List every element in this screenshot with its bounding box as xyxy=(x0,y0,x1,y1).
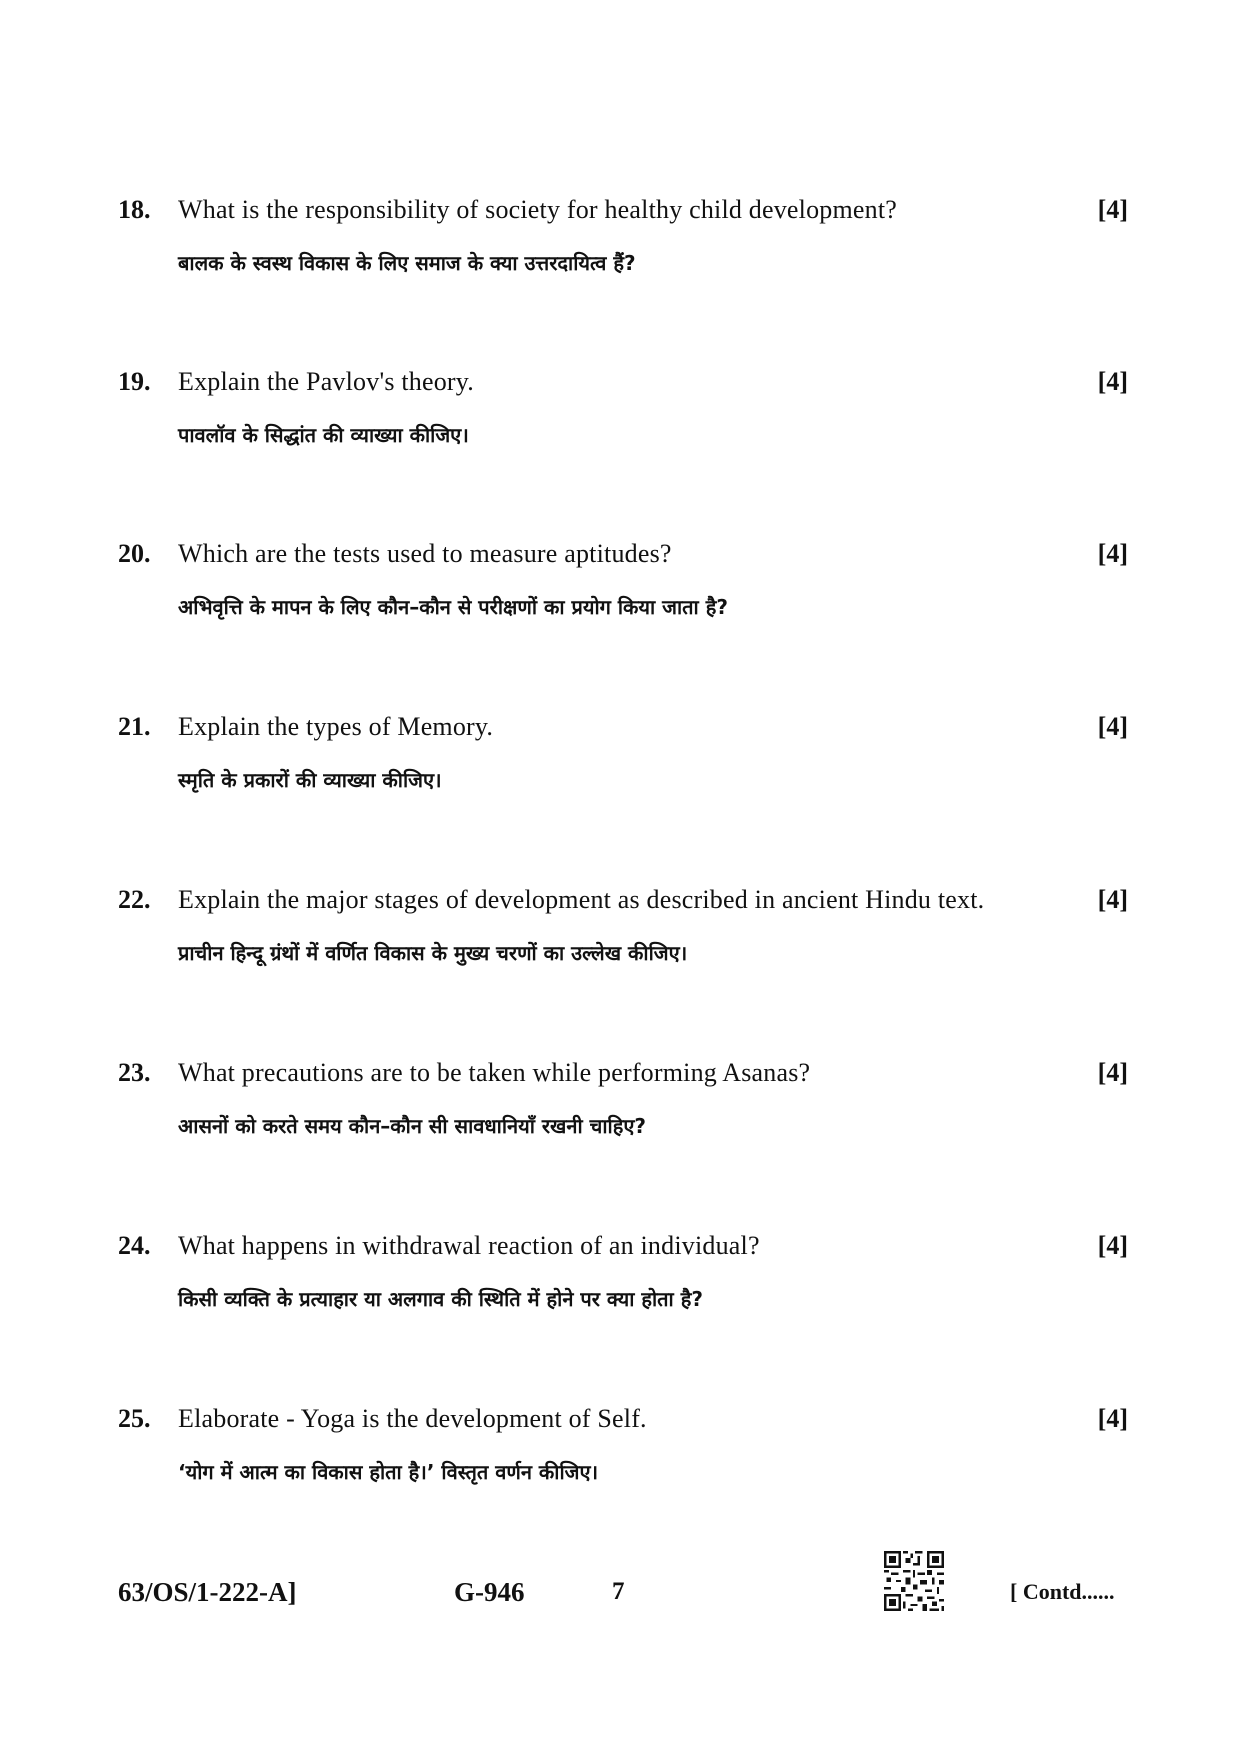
question-text: Which are the tests used to measure aptitudes? xyxy=(178,539,672,568)
question-text: What is the responsibility of society for healthy child development? xyxy=(178,195,898,224)
question-23 xyxy=(118,1055,1128,1138)
question-marks: [4] xyxy=(1097,367,1128,396)
question-number: 22. xyxy=(118,885,151,914)
question-25 xyxy=(118,1401,1128,1484)
continued-label: [ Contd...... xyxy=(1010,1579,1115,1604)
question-text-hindi: प्राचीन हिन्दू ग्रंथों में वर्णित विकास के मुख्य चरणों का उल्लेख कीजिए। xyxy=(178,941,688,965)
question-number: 24. xyxy=(118,1231,151,1260)
question-text-hindi: स्मृति के प्रकारों की व्याख्या कीजिए। xyxy=(178,768,442,792)
question-19 xyxy=(118,364,1128,447)
question-line xyxy=(118,364,1128,400)
question-text: Explain the Pavlov's theory. xyxy=(178,367,474,396)
question-18 xyxy=(118,192,1128,275)
question-line xyxy=(118,1228,1128,1264)
question-text-hindi: पावलॉव के सिद्धांत की व्याख्या कीजिए। xyxy=(178,423,469,447)
paper-code: 63/OS/1-222-A] xyxy=(118,1577,297,1607)
question-text: Explain the major stages of development as described in ancient Hindu text. xyxy=(178,885,985,914)
question-text-hindi: अभिवृत्ति के मापन के लिए कौन–कौन से परीक्षणों का प्रयोग किया जाता है? xyxy=(178,595,728,619)
question-marks: [4] xyxy=(1097,885,1128,914)
question-text: Elaborate - Yoga is the development of Self. xyxy=(178,1404,647,1433)
question-marks: [4] xyxy=(1097,1231,1128,1260)
question-text-hindi: किसी व्यक्ति के प्रत्याहार या अलगाव की स्थिति में होने पर क्या होता है? xyxy=(178,1287,703,1311)
series-code: G-946 xyxy=(454,1577,525,1607)
question-number: 20. xyxy=(118,539,151,568)
question-line xyxy=(118,192,1128,228)
question-number: 19. xyxy=(118,367,151,396)
question-24 xyxy=(118,1228,1128,1311)
question-text-hindi: ‘योग में आत्म का विकास होता है।’ विस्तृत वर्णन कीजिए। xyxy=(178,1460,599,1484)
question-marks: [4] xyxy=(1097,539,1128,568)
question-line xyxy=(118,1055,1128,1091)
page-number: 7 xyxy=(612,1578,625,1605)
question-text: What precautions are to be taken while performing Asanas? xyxy=(178,1058,811,1087)
qr-code-icon xyxy=(884,1551,944,1611)
question-marks: [4] xyxy=(1097,1058,1128,1087)
question-marks: [4] xyxy=(1097,712,1128,741)
question-number: 21. xyxy=(118,712,151,741)
question-text-hindi: बालक के स्वस्थ विकास के लिए समाज के क्या उत्तरदायित्व हैं? xyxy=(178,251,636,275)
question-text: Explain the types of Memory. xyxy=(178,712,494,741)
question-marks: [4] xyxy=(1097,195,1128,224)
question-text-hindi: आसनों को करते समय कौन–कौन सी सावधानियाँ रखनी चाहिए? xyxy=(178,1114,647,1138)
question-number: 23. xyxy=(118,1058,151,1087)
question-line xyxy=(118,1401,1128,1437)
question-20 xyxy=(118,536,1128,619)
question-line xyxy=(118,882,1128,918)
question-line xyxy=(118,536,1128,572)
question-21 xyxy=(118,709,1128,792)
question-text: What happens in withdrawal reaction of an individual? xyxy=(178,1231,760,1260)
question-marks: [4] xyxy=(1097,1404,1128,1433)
question-number: 25. xyxy=(118,1404,151,1433)
question-number: 18. xyxy=(118,195,151,224)
question-22 xyxy=(118,882,1128,965)
question-line xyxy=(118,709,1128,745)
